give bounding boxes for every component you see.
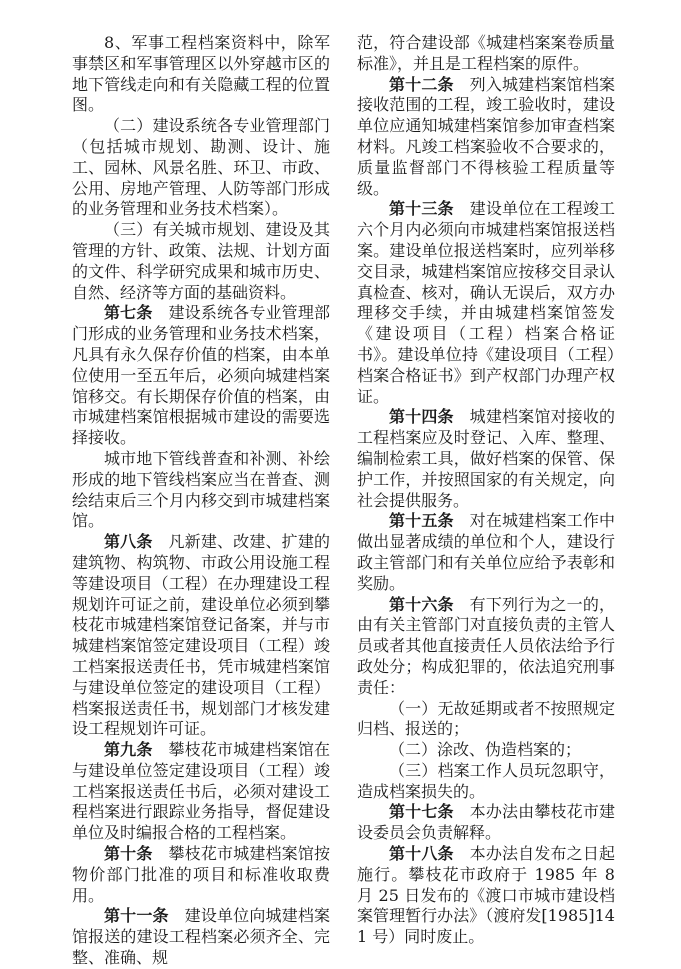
article-paragraph [357, 844, 615, 948]
paragraph [72, 220, 330, 303]
article-label: 第七条 [104, 303, 153, 323]
paragraph [72, 449, 330, 532]
article-paragraph [357, 407, 615, 511]
paragraph [72, 116, 330, 220]
article-label: 第十八条 [389, 844, 454, 864]
article-label: 第十六条 [389, 594, 454, 614]
article-label: 第八条 [104, 532, 153, 552]
paragraph-text: 对在城建档案工作中做出显著成绩的单位和个人，建设行政主管部门和有关单位应给予表彰和奖励。 [357, 511, 615, 593]
article-paragraph [357, 199, 615, 407]
paragraph-text: 范，符合建设部《城建档案案卷质量标准》，并且是工程档案的原件。 [357, 33, 615, 73]
paragraph-text: 8、军事工程档案资料中，除军事禁区和军事管理区以外穿越市区的地下管线走向和有关隐藏工程的位置图。 [72, 33, 330, 115]
article-label: 第十条 [104, 844, 153, 864]
article-paragraph [72, 532, 330, 740]
paragraph [357, 761, 615, 803]
right-column [357, 33, 615, 948]
paragraph-text: 攀枝花市城建档案馆按物价部门批准的项目和标准收取费用。 [72, 844, 330, 905]
paragraph-text: 攀枝花市城建档案馆在与建设单位签定建设项目（工程）竣工档案报送责任书后，必须对建设工程档案进行跟踪业务指导，督促建设单位及时编报合格的工程档案。 [72, 740, 330, 843]
article-paragraph [357, 595, 615, 699]
article-label: 第十三条 [389, 199, 454, 219]
article-paragraph [357, 802, 615, 844]
paragraph [357, 699, 615, 741]
paragraph [72, 33, 330, 116]
left-column [72, 33, 330, 969]
article-label: 第十四条 [389, 407, 454, 427]
paragraph-text: 本办法自发布之日起施行。攀枝花市政府于 1985 年 8 月 25 日发布的《渡口市城市建设档案管理暂行办法》（渡府发[1985]141 号）同时废止。 [357, 844, 615, 947]
article-label: 第九条 [104, 740, 153, 760]
article-paragraph [357, 75, 615, 200]
paragraph-text: 建设单位在工程竣工六个月内必须向市城建档案馆报送档案。建设单位报送档案时，应列举移交目录，城建档案馆应按移交目录认真检查、核对，确认无误后，双方办理移交手续，并由城建档案馆签发《建设项目（工程）档案合格证书》。建设单位持《建设项目（工程）档案合格证书》到产权部门办理产权证。 [357, 199, 615, 406]
article-label: 第十二条 [389, 74, 454, 94]
article-paragraph [72, 844, 330, 906]
paragraph-text: 列入城建档案馆档案接收范围的工程，竣工验收时，建设单位应通知城建档案馆参加审查档案材料。凡竣工档案验收不合要求的，质量监督部门不得核验工程质量等级。 [357, 74, 615, 198]
article-label: 第十一条 [104, 906, 169, 926]
paragraph [357, 33, 615, 75]
paragraph-text: 城市地下管线普查和补测、补绘形成的地下管线档案应当在普查、测绘结束后三个月内移交到市城建档案馆。 [72, 448, 330, 531]
paragraph-text: 建设单位向城建档案馆报送的建设工程档案必须齐全、完整、准确、规 [72, 906, 330, 968]
paragraph-text: （二）涂改、伪造档案的； [389, 740, 582, 760]
paragraph-text: 有下列行为之一的，由有关主管部门对直接负责的主管人员或者其他直接责任人员依法给予行政处分；构成犯罪的，依法追究刑事责任： [357, 594, 615, 697]
paragraph [357, 740, 615, 761]
paragraph-text: 本办法由攀枝花市建设委员会负责解释。 [357, 802, 615, 843]
paragraph-text: 城建档案馆对接收的工程档案应及时登记、入库、整理、编制检索工具，做好档案的保管、保护工作，并按照国家的有关规定，向社会提供服务。 [357, 407, 615, 510]
paragraph-text: （二）建设系统各专业管理部门（包括城市规划、勘测、设计、施工、园林、风景名胜、环卫、市政、公用、房地产管理、人防等部门形成的业务管理和业务技术档案）。 [72, 116, 330, 219]
paragraph-text: （三）有关城市规划、建设及其管理的方针、政策、法规、计划方面的文件、科学研究成果和城市历史、自然、经济等方面的基础资料。 [72, 220, 330, 302]
paragraph-text: 凡新建、改建、扩建的建筑物、构筑物、市政公用设施工程等建设项目（工程）在办理建设工程规划许可证之前，建设单位必须到攀枝花市城建档案馆登记备案，并与市城建档案馆签定建设项目（工程）竣工档案报送责任书，凭市城建档案馆与建设单位签定的建设项目（工程）档案报送责任书，规划部门才核发建设工程规划许可证。 [72, 532, 330, 739]
article-paragraph [72, 906, 330, 968]
article-paragraph [357, 511, 615, 594]
article-paragraph [72, 740, 330, 844]
article-label: 第十五条 [389, 511, 454, 531]
article-label: 第十七条 [389, 802, 454, 822]
paragraph-text: 建设系统各专业管理部门形成的业务管理和业务技术档案，凡具有永久保存价值的档案，由本单位使用一至五年后，必须向城建档案馆移交。有长期保存价值的档案，由市城建档案馆根据城市建设的需要选择接收。 [72, 303, 330, 448]
paragraph-text: （一）无故延期或者不按照规定归档、报送的； [357, 698, 615, 739]
article-paragraph [72, 303, 330, 449]
paragraph-text: （三）档案工作人员玩忽职守，造成档案损失的。 [357, 760, 615, 801]
